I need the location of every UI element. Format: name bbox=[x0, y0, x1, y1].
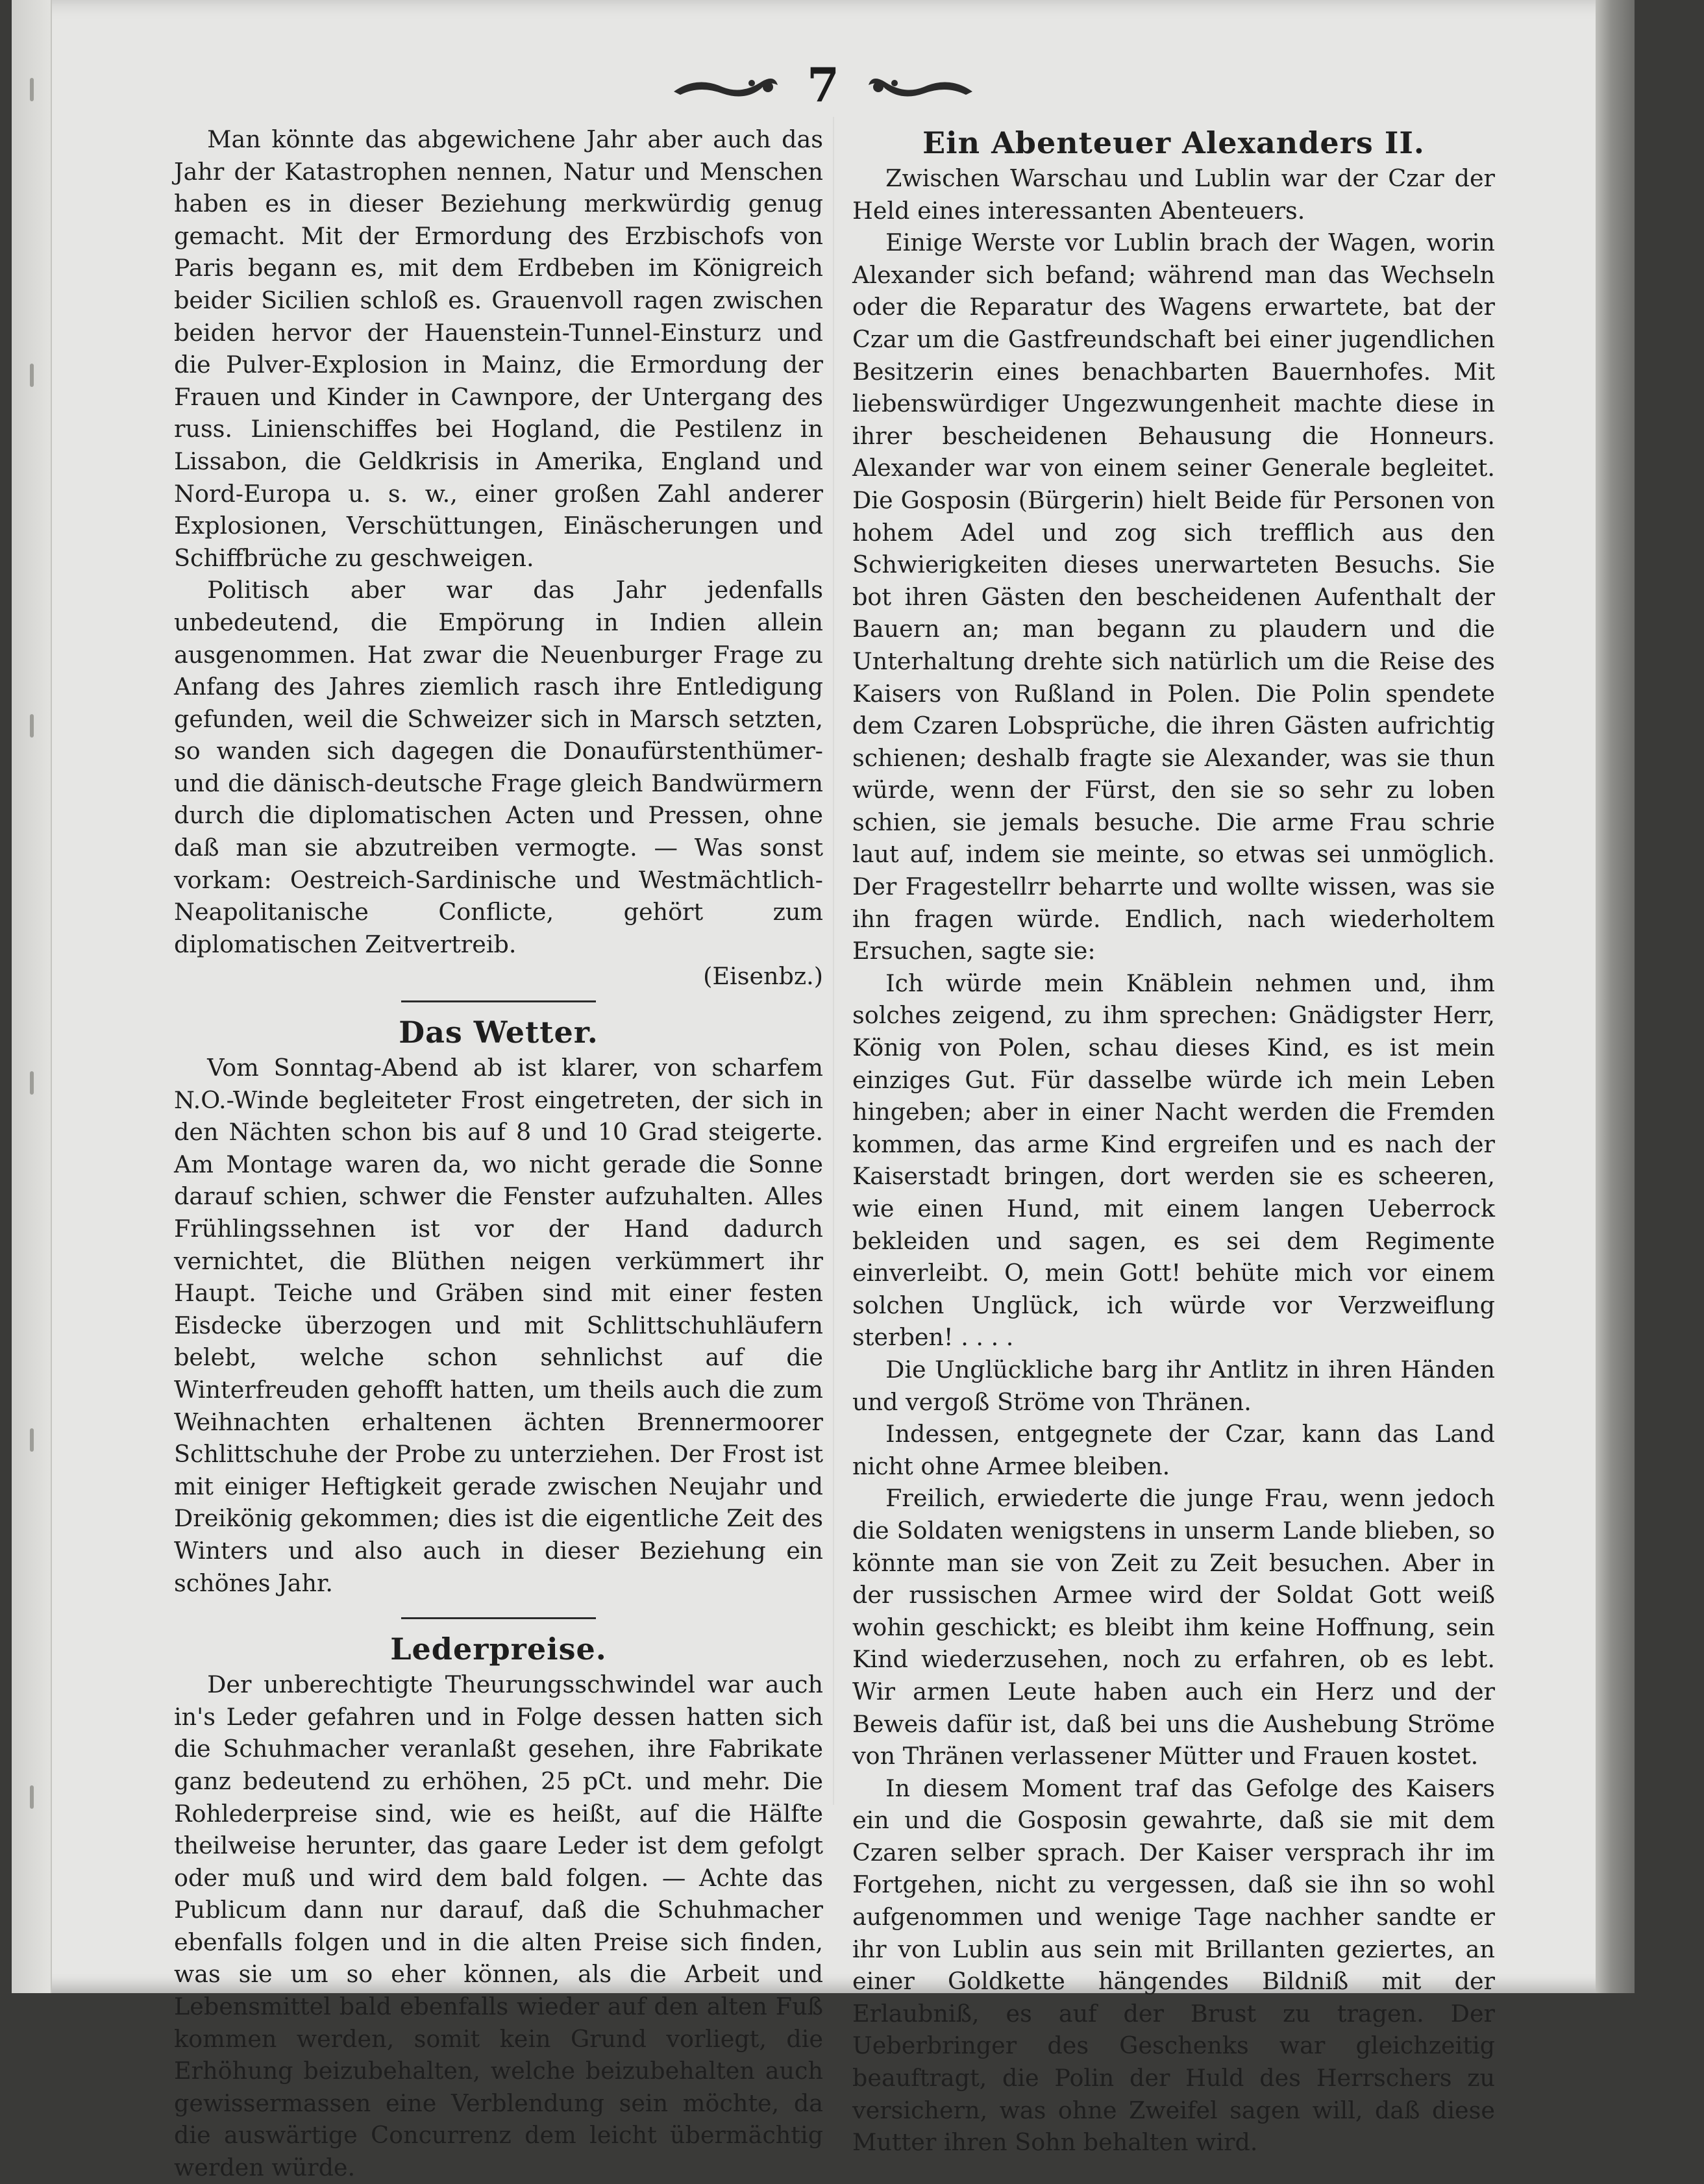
intro-source: (Eisenbz.) bbox=[703, 962, 823, 991]
section-rule bbox=[401, 1000, 596, 1002]
left-column bbox=[174, 123, 823, 2184]
newspaper-page bbox=[12, 0, 1635, 2182]
binding-stitch bbox=[30, 1071, 34, 1095]
binding-stitch bbox=[30, 364, 34, 387]
leather-text: Der unberechtigte Theurungsschwindel war auch in's Leder gefahren und in Folge dessen hatten sich die Schuhmacher veranlaßt gesehen, ihre Fabrikate ganz bedeutend zu erhöhen, 25 pCt. und mehr. Die Rohlederpreise sind, wie es heißt, auf die Hälfte theilweise herunter, das gaare Leder ist dem gefolgt oder muß und wird dem bald folgen. — Achte das Publicum dann nur darauf, daß die Schuhmacher ebenfalls folgen und in die alten Preise sich finden, was sie um so eher können, als die Arbeit und Lebensmittel bald ebenfalls wieder auf den alten Fuß kommen werden, somit kein Grund vorliegt, die Erhöhung beizubehalten, welche beizubehalten auch gewissermassen eine Verblendung sein möchte, da die auswärtige Concurrenz dem leicht übermächtig werden würde. bbox=[174, 1670, 823, 2182]
binding-stitch bbox=[30, 1785, 34, 1809]
binding-stitch bbox=[30, 1428, 34, 1452]
article-paragraph-1: Zwischen Warschau und Lublin war der Czar der Held eines interessanten Abenteuers. bbox=[852, 164, 1495, 225]
article-paragraph-2: Einige Werste vor Lublin brach der Wagen, worin Alexander sich befand; während man das Wechseln oder die Reparatur des Wagens erwartete, bat der Czar um die Gastfreundschaft bei einer jugendlichen Besitzerin eines benachbarten Bauernhofes. Mit liebenswürdiger Ungezwungenheit machte diese in ihrer bescheidenen Behausung die Honneurs. Alexander war von einem seiner Generale begleitet. Die Gosposin (Bürgerin) hielt Beide für Personen von hohem Adel und zog sich trefflich aus den Schwierigkeiten dieses unerwarteten Besuchs. Sie bot ihren Gästen den bescheidenen Aufenthalt der Bauern an; man begann zu plaudern und die Unterhaltung drehte sich natürlich um die Reise des Kaisers von Rußland in Polen. Die Polin spendete dem Czaren Lobsprüche, die ihren Gästen aufrichtig schienen; deshalb fragte sie Alexander, was sie thun würde, wenn der Fürst, den sie so sehr zu loben schien, sie jemals besuche. Die arme Frau schrie laut auf, indem sie meinte, so etwas sei unmöglich. Der Fragestellrr beharrte und wollte wissen, was sie ihn fragen würde. Endlich, nach wiederholtem Ersuchen, sagte sie: bbox=[852, 229, 1495, 965]
column-divider bbox=[833, 117, 834, 1805]
page-header bbox=[12, 57, 1635, 112]
left-flourish-icon bbox=[671, 69, 781, 101]
page-number: 7 bbox=[806, 57, 840, 112]
intro-paragraph-1: Man könnte das abgewichene Jahr aber auch das Jahr der Katastrophen nennen, Natur und Menschen haben es in dieser Beziehung merkwürdig genug gemacht. Mit der Ermordung des Erzbischofs von Paris begann es, mit dem Erdbeben im Königreich beider Sicilien schloß es. Grauenvoll ragen zwischen beiden hervor der Hauenstein-Tunnel-Einsturz und die Pulver-Explosion in Mainz, die Ermordung der Frauen und Kinder in Cawnpore, der Untergang des russ. Linienschiffes bei Hogland, die Pestilenz in Lissabon, die Geldkrisis in Amerika, England und Nord-Europa u. s. w., einer großen Zahl anderer Explosionen, Verschüttungen, Einäscherungen und Schiffbrüche zu geschweigen. bbox=[174, 125, 823, 572]
intro-paragraph-2: Politisch aber war das Jahr jedenfalls unbedeutend, die Empörung in Indien allein ausgenommen. Hat zwar die Neuenburger Frage zu Anfang des Jahres ziemlich rasch ihre Entledigung gefunden, weil die Schweizer sich in Marsch setzten, so wanden sich dagegen die Donaufürstenthümer- und die dänisch-deutsche Frage gleich Bandwürmern durch die diplomatischen Acten und Pressen, ohne daß man sie abzutreiben vermogte. — Was sonst vorkam: Oestreich-Sardinische und Westmächtlich-Neapolitanische Conflicte, gehört zum diplomatischen Zeitvertreib. bbox=[174, 576, 823, 958]
binding-stitch bbox=[30, 714, 34, 738]
article-paragraph-7: In diesem Moment traf das Gefolge des Kaisers ein und die Gosposin gewahrte, daß sie mit dem Czaren selber sprach. Der Kaiser versprach ihr im Fortgehen, nicht zu vergessen, daß sie ihn so wohl aufgenommen und wenige Tage nachher sandte er ihr von Lublin aus sein mit Brillanten geziertes, an einer Goldkette hängendes Bildniß mit der Erlaubniß, es auf der Brust zu tragen. Der Ueberbringer des Geschenks war gleichzeitig beauftragt, die Polin der Huld des Herrschers zu versichern, was ohne Zweifel sagen will, daß diese Mutter ihren Sohn behalten wird. bbox=[852, 1774, 1495, 2157]
binding-spine bbox=[12, 0, 52, 1993]
article-heading: Ein Abenteuer Alexanders II. bbox=[922, 125, 1425, 160]
article-paragraph-5: Indessen, entgegnete der Czar, kann das Land nicht ohne Armee bleiben. bbox=[852, 1420, 1495, 1480]
right-column bbox=[852, 123, 1495, 2159]
article-paragraph-6: Freilich, erwiederte die junge Frau, wenn jedoch die Soldaten wenigstens in unserm Lande blieben, so könnte man sie von Zeit zu Zeit besuchen. Aber in der russischen Armee wird der Soldat Gott weiß wohin geschickt; es bleibt ihm keine Hoffnung, sein Kind wiederzusehen, noch zu erfahren, ob es lebt. Wir armen Leute haben auch ein Herz und der Beweis dafür ist, daß bei uns die Aushebung Ströme von Thränen verlassener Mütter und Frauen kostet. bbox=[852, 1484, 1495, 1770]
article-paragraph-3: Ich würde mein Knäblein nehmen und, ihm solches zeigend, zu ihm sprechen: Gnädigster Herr, König von Polen, schau dieses Kind, es ist mein einziges Gut. Für dasselbe würde ich mein Leben hingeben; aber in einer Nacht werden die Fremden kommen, das arme Kind ergreifen und es nach der Kaiserstadt bringen, dort werden sie es scheeren, wie einen Hund, mit einem langen Ueberrock bekleiden und sagen, es sei dem Regimente einverleibt. O, mein Gott! behüte mich vor einem solchen Unglück, ich würde vor Verzweiflung sterben! . . . . bbox=[852, 969, 1495, 1352]
section-rule bbox=[401, 1617, 596, 1619]
weather-text: Vom Sonntag-Abend ab ist klarer, von scharfem N.O.-Winde begleiteter Frost eingetreten, der sich in den Nächten schon bis auf 8 und 10 Grad steigerte. Am Montage waren da, wo nicht gerade die Sonne darauf schien, schwer die Fenster aufzuhalten. Alles Frühlingssehnen ist vor der Hand dadurch vernichtet, die Blüthen neigen verkümmert ihr Haupt. Teiche und Gräben sind mit einer festen Eisdecke überzogen und mit Schlittschuhläufern belebt, welche schon sehnlichst auf die Winterfreuden gehofft hatten, um theils auch die zum Weihnachten erhaltenen ächten Brennermoorer Schlittschuhe der Probe zu unterziehen. Der Frost ist mit einiger Heftigkeit gerade zwischen Neujahr und Dreikönig gekommen; dies ist die eigentliche Zeit des Winters und also auch in dieser Beziehung ein schönes Jahr. bbox=[174, 1054, 823, 1597]
weather-heading: Das Wetter. bbox=[399, 1015, 599, 1050]
leather-heading: Lederpreise. bbox=[390, 1632, 607, 1667]
right-flourish-icon bbox=[865, 69, 976, 101]
article-paragraph-4: Die Unglückliche barg ihr Antlitz in ihren Händen und vergoß Ströme von Thränen. bbox=[852, 1355, 1495, 1416]
page-edge-shadow bbox=[1596, 0, 1635, 1993]
